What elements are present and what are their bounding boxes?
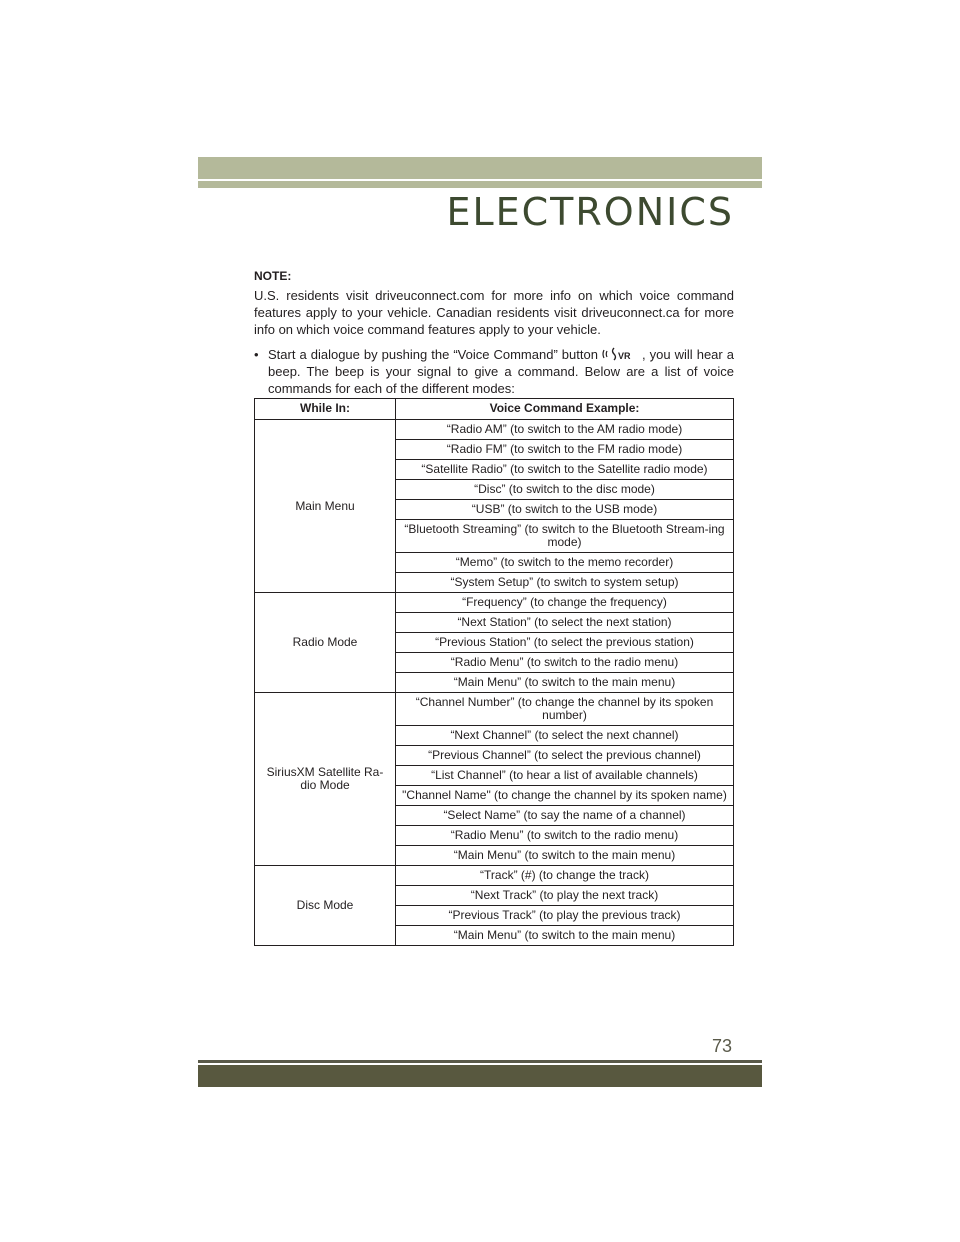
footer-band [198,1065,762,1087]
header-command-example: Voice Command Example: [396,399,734,420]
command-cell: “Previous Channel” (to select the previous channel) [396,746,734,766]
command-cell: “Main Menu” (to switch to the main menu) [396,926,734,946]
command-cell: “System Setup” (to switch to system setup) [396,573,734,593]
command-cell: “Frequency” (to change the frequency) [396,593,734,613]
command-cell: “Select Name” (to say the name of a channel) [396,806,734,826]
command-cell: “Main Menu” (to switch to the main menu) [396,846,734,866]
command-cell: “Next Station” (to select the next station) [396,613,734,633]
bullet-text-start: Start a dialogue by pushing the “Voice Command” button [268,347,598,362]
body-text [254,268,734,397]
page-number: 73 [711,1036,732,1056]
command-cell: “Bluetooth Streaming” (to switch to the Bluetooth Stream-ing mode) [396,520,734,553]
bullet-text-end: , you will hear a beep. The beep is your signal to give a command. Below are a list of voice commands for each of the different modes: [268,347,734,396]
voice-command-table [254,398,734,946]
note-label: NOTE: [254,269,292,283]
table-body [255,420,734,946]
command-cell: “USB” (to switch to the USB mode) [396,500,734,520]
bullet-item [254,346,734,397]
table-row [255,593,734,613]
command-cell: “Radio AM” (to switch to the AM radio mode) [396,420,734,440]
command-cell: “Memo” (to switch to the memo recorder) [396,553,734,573]
bullet-dot: • [254,347,259,362]
header-while-in: While In: [255,399,396,420]
command-cell: “Disc” (to switch to the disc mode) [396,480,734,500]
footer-line [198,1060,762,1063]
command-cell: “List Channel” (to hear a list of available channels) [396,766,734,786]
command-cell: “Satellite Radio” (to switch to the Satellite radio mode) [396,460,734,480]
command-cell: "Channel Name" (to change the channel by its spoken name) [396,786,734,806]
mode-cell: SiriusXM Satellite Ra-dio Mode [255,693,396,866]
mode-cell: Radio Mode [255,593,396,693]
note-text: U.S. residents visit driveuconnect.com for more info on which voice command features apply to your vehicle. Canadian residents visit driveuconnect.ca for more info on which voice command features apply to your vehicle. [254,288,734,337]
svg-text:VR: VR [617,351,631,361]
header-band [198,157,762,179]
command-cell: “Next Channel” (to select the next channel) [396,726,734,746]
table-row [255,693,734,726]
command-cell: “Next Track” (to play the next track) [396,886,734,906]
voice-command-icon [602,347,638,361]
command-cell: “Track” (#) (to change the track) [396,866,734,886]
table-row [255,420,734,440]
table-row [255,866,734,886]
section-title: ELECTRONICS [446,190,734,234]
command-cell: “Radio FM” (to switch to the FM radio mode) [396,440,734,460]
command-cell: “Main Menu” (to switch to the main menu) [396,673,734,693]
command-cell: “Previous Station” (to select the previous station) [396,633,734,653]
mode-cell: Disc Mode [255,866,396,946]
command-cell: “Radio Menu” (to switch to the radio menu) [396,826,734,846]
table-header-row [255,399,734,420]
command-cell: “Channel Number” (to change the channel by its spoken number) [396,693,734,726]
command-cell: “Radio Menu” (to switch to the radio menu) [396,653,734,673]
mode-cell: Main Menu [255,420,396,593]
header-band-line [198,181,762,188]
command-cell: “Previous Track” (to play the previous track) [396,906,734,926]
